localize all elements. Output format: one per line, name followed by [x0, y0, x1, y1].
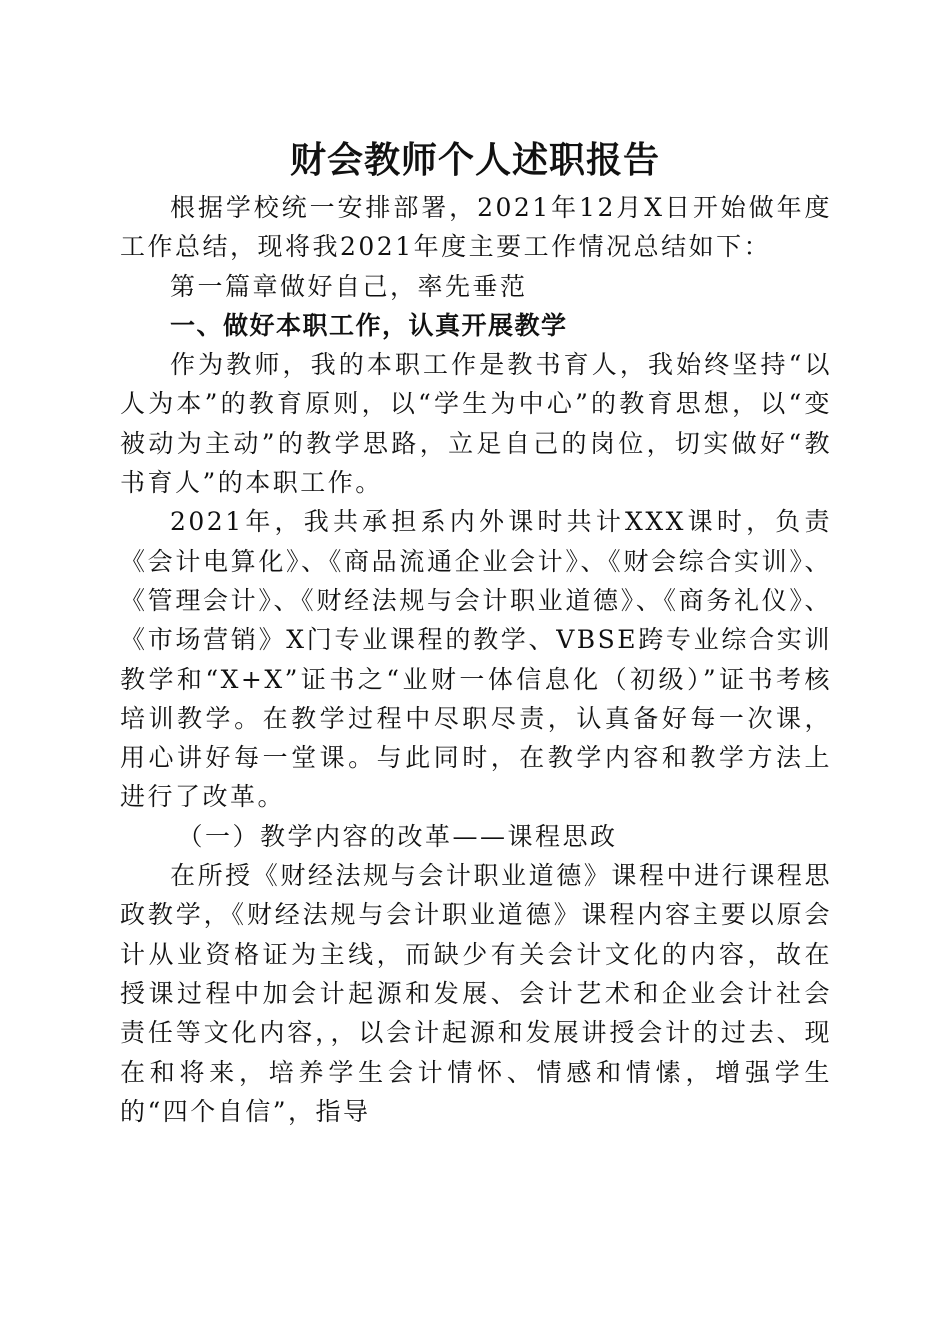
- body-paragraph: 在所授《财经法规与会计职业道德》课程中进行课程思政教学，《财经法规与会计职业道德》课程内容主要以原会计从业资格证为主线，而缺少有关会计文化的内容，故在授课过程中加会计起源和发展、会计艺术和企业会计社会责任等文化内容，，以会计起源和发展讲授会计的过去、现在和将来，培养学生会计情怀、情感和情愫，增强学生的“四个自信”，指导: [120, 861, 832, 1126]
- page-title: 财会教师个人述职报告: [289, 139, 660, 181]
- intro-paragraph: 根据学校统一安排部署，2021年12月X日开始做年度工作总结，现将我2021年度主要工作情况总结如下：: [120, 193, 832, 262]
- subsection-heading: （一）教学内容的改革——课程思政: [177, 821, 618, 851]
- body-paragraph: 作为教师，我的本职工作是教书育人，我始终坚持“以人为本”的教育原则，以“学生为中心”的教育思想，以“变被动为主动”的教学思路，立足自己的岗位，切实做好“教书育人”的本职工作。: [120, 350, 832, 498]
- chapter-heading: 第一篇章做好自己，率先垂范: [170, 271, 528, 301]
- body-paragraph: 2021年，我共承担系内外课时共计XXX课时，负责《会计电算化》、《商品流通企业会计》、《财会综合实训》、《管理会计》、《财经法规与会计职业道德》、《商务礼仪》、《市场营销》X门专业课程的教学、VBSE跨专业综合实训教学和“X+X”证书之“业财一体信息化（初级）”证书考核培训教学。在教学过程中尽职尽责，认真备好每一次课，用心讲好每一堂课。与此同时，在教学内容和教学方法上进行了改革。: [120, 507, 832, 812]
- section-heading: 一、做好本职工作，认真开展教学: [170, 310, 568, 340]
- document-body: [120, 188, 832, 1131]
